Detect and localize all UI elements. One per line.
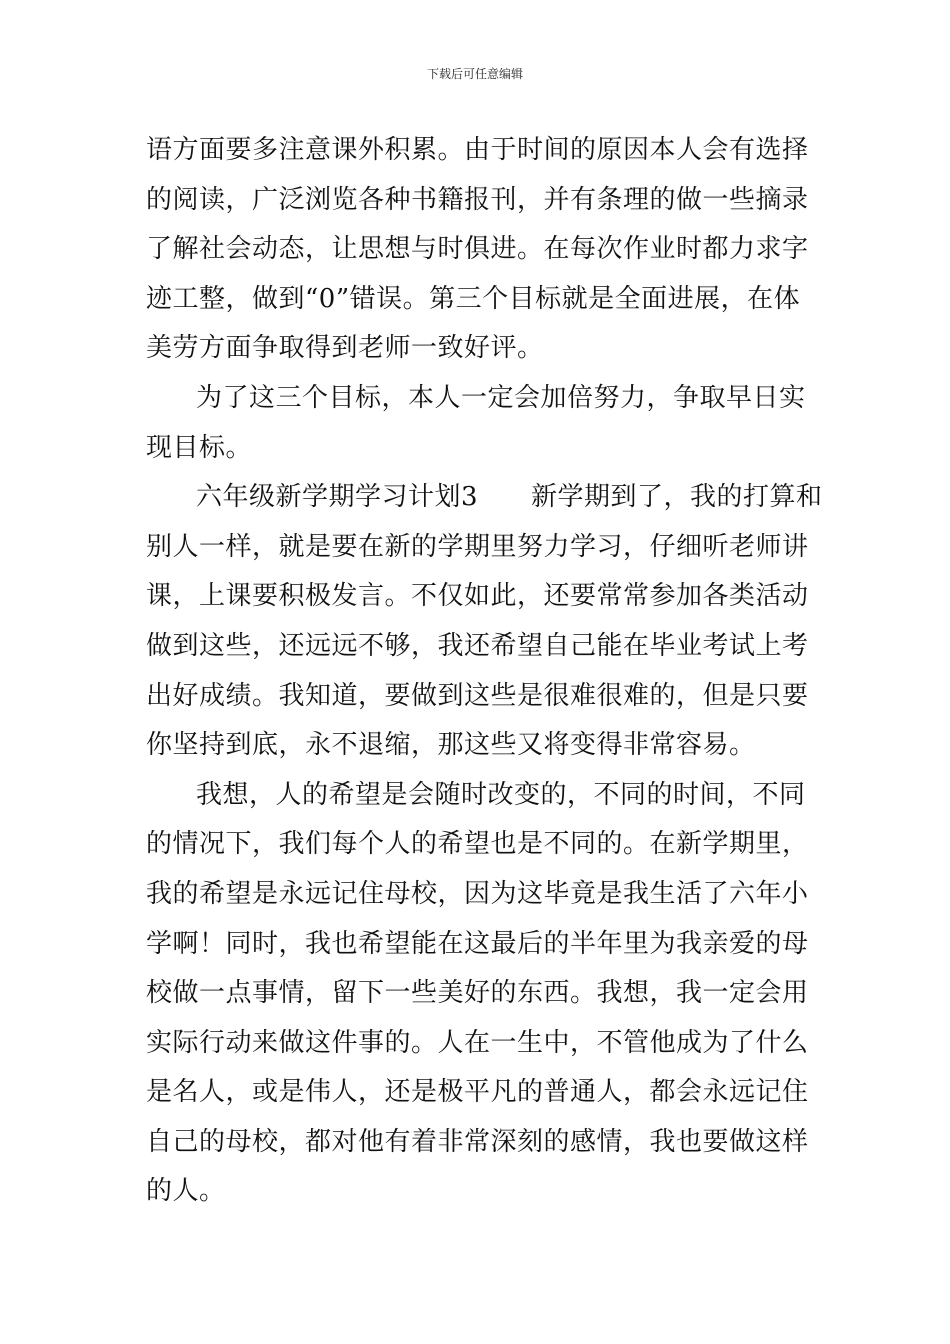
page-header: 下载后可任意编辑 [426, 67, 523, 81]
text-line: 美劳方面争取得到老师一致好评。 [146, 333, 544, 364]
text-line: 我想，人的希望是会随时改变的，不同的时间，不同 [196, 779, 806, 810]
text-line: 为了这三个目标，本人一定会加倍努力，争取早日实 [196, 382, 806, 413]
text-line: 的阅读，广泛浏览各种书籍报刊，并有条理的做一些摘录 [146, 184, 809, 215]
text-line: 别人一样，就是要在新的学期里努力学习，仔细听老师讲 [146, 531, 809, 562]
text-line: 是名人，或是伟人，还是极平凡的普通人，都会永远记住 [146, 1077, 809, 1108]
text-line: 了解社会动态，让思想与时俱进。在每次作业时都力求字 [146, 234, 809, 265]
text-line: 学啊！同时，我也希望能在这最后的半年里为我亲爱的母 [146, 928, 809, 959]
text-line: 出好成绩。我知道，要做到这些是很难很难的，但是只要 [146, 680, 809, 711]
text-line: 语方面要多注意课外积累。由于时间的原因本人会有选择 [146, 135, 809, 165]
text-line: 你坚持到底，永不退缩，那这些又将变得非常容易。 [146, 730, 756, 761]
text-line: 我的希望是永远记住母校，因为这毕竟是我生活了六年小 [146, 878, 809, 909]
text-line: 实际行动来做这件事的。人在一生中，不管他成为了什么 [146, 1027, 809, 1058]
text-line: 校做一点事情，留下一些美好的东西。我想，我一定会用 [146, 978, 809, 1009]
text-line: 的人。 [146, 1176, 226, 1207]
text-line: 的情况下，我们每个人的希望也是不同的。在新学期里， [146, 829, 809, 860]
text-line: 自己的母校，都对他有着非常深刻的感情，我也要做这样 [146, 1126, 809, 1157]
text-line: 迹工整，做到“0”错误。第三个目标就是全面进展，在体 [146, 283, 801, 314]
text-line: 课，上课要积极发言。不仅如此，还要常常参加各类活动 [146, 581, 809, 612]
text-line: 做到这些，还远远不够，我还希望自己能在毕业考试上考 [146, 630, 809, 661]
text-line: 现目标。 [146, 432, 253, 463]
text-line: 六年级新学期学习计划3 新学期到了，我的打算和 [196, 482, 823, 513]
document-body [146, 126, 823, 1217]
